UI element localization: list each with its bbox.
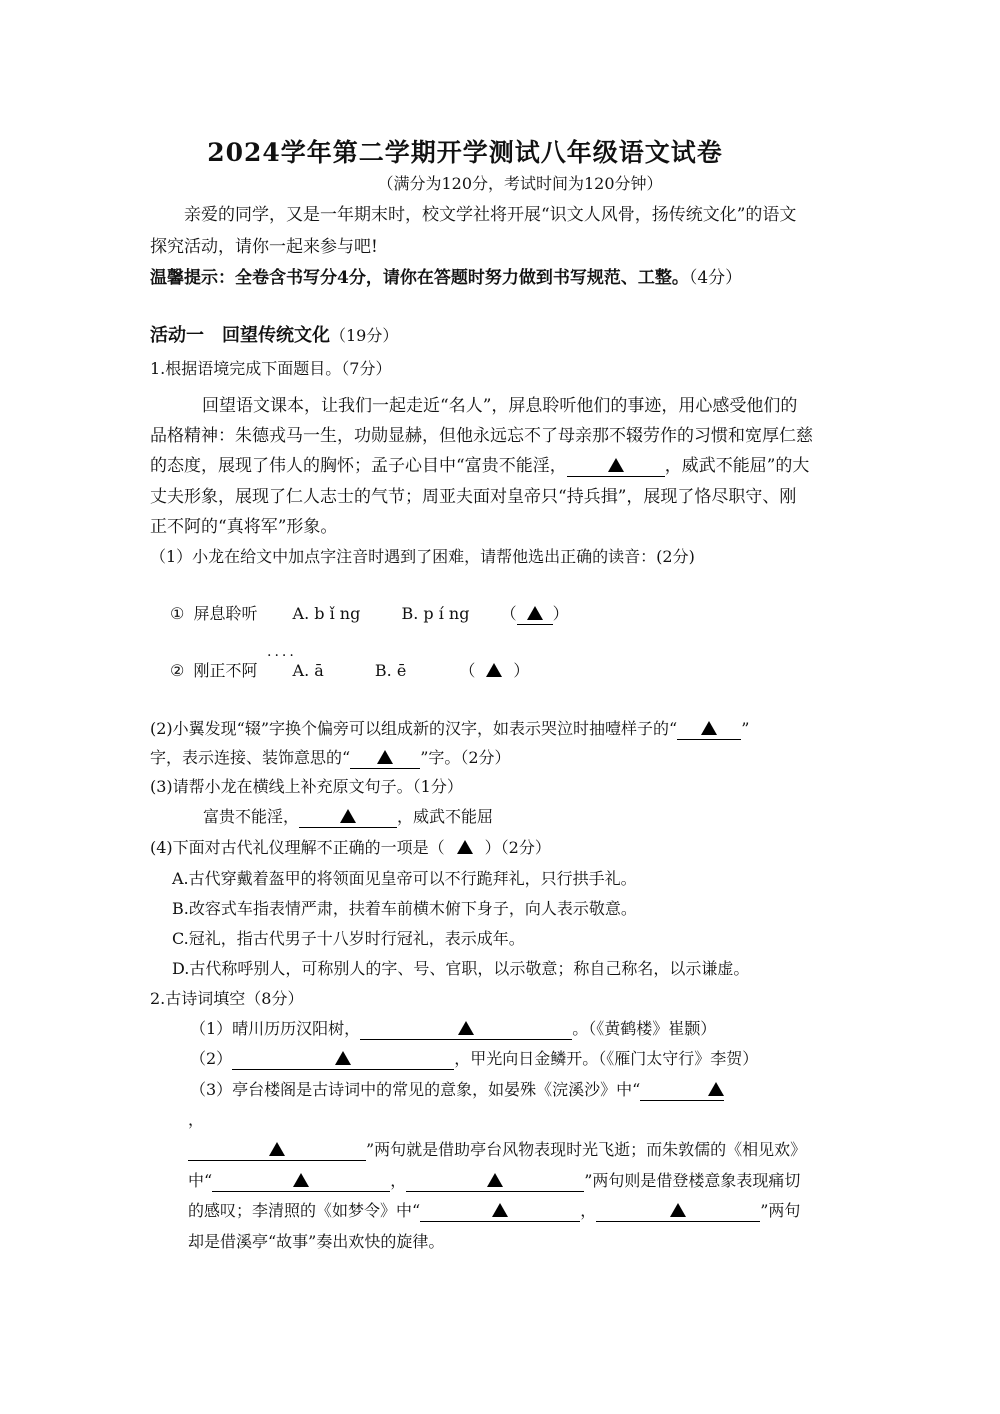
exam-title: 2024学年第二学期开学测试八年级语文试卷 [207, 138, 723, 167]
item2-option-b[interactable]: B. ē [374, 661, 407, 680]
q1-sub4-option-d: D.古代称呼别人，可称别人的字、号、官职，以示敬意；称自己称名，以示谦虚。 [172, 959, 750, 978]
triangle-marker-icon [608, 458, 624, 472]
triangle-marker-icon [486, 663, 502, 677]
q1-sub2-line-2 [150, 750, 511, 769]
triangle-marker-icon [527, 606, 543, 620]
triangle-marker-icon [335, 1051, 351, 1065]
q1-sub3-b: ，威武不能屈 [397, 807, 494, 826]
triangle-marker-icon [377, 750, 393, 764]
intro-line-1: 亲爱的同学，又是一年期末时，校文学社将开展“识文人风骨，扬传统文化”的语文 [184, 205, 797, 225]
triangle-marker-icon [457, 840, 473, 854]
tip-bold-text: 温馨提示：全卷含书写分4分，请你在答题时努力做到书写规范、工整。 [150, 268, 689, 288]
q1-heading: 1.根据语境完成下面题目。（7分） [150, 359, 392, 378]
triangle-marker-icon [670, 1203, 686, 1217]
answer-blank[interactable] [420, 1203, 580, 1222]
q2-poem-3-comma: ， [188, 1110, 205, 1129]
q1-passage-line-1: 回望语文课本，让我们一起走近“名人”，屏息聆听他们的事迹，用心感受他们的 [202, 396, 798, 416]
q2-poem-3-line-2 [188, 1142, 806, 1161]
q2-poem-2b: ，甲光向日金鳞开。（《雁门太守行》李贺） [454, 1049, 759, 1068]
item2-word: 刚正不阿 [193, 661, 258, 680]
answer-blank[interactable] [596, 1203, 760, 1222]
triangle-marker-icon [487, 1173, 503, 1187]
item1-option-b[interactable]: B. p í ng [401, 604, 470, 623]
q1-sub3-line [203, 809, 493, 828]
triangle-marker-icon [701, 721, 717, 735]
q1-sub4-option-a: A.古代穿戴着盔甲的将领面见皇帝可以不行跪拜礼，只行拱手礼。 [172, 869, 637, 888]
q1-sub1-heading: （1）小龙在给文中加点字注音时遇到了困难，请帮他选出正确的读音：(2分) [150, 547, 695, 566]
q1-sub2-line-1a: (2)小翼发现“辍”字换个偏旁可以组成新的汉字，如表示哭泣时抽噎样子的“ [150, 719, 678, 738]
q2-poem-3-line-3 [188, 1173, 800, 1192]
answer-blank[interactable] [232, 1051, 454, 1070]
exam-subtitle: （满分为120分，考试时间为120分钟） [377, 174, 663, 193]
activity1-title: 活动一 回望传统文化 [150, 325, 330, 346]
tip-score: （4分） [688, 268, 743, 288]
q1-sub3-heading: (3)请帮小龙在横线上补充原文句子。（1分） [150, 777, 463, 796]
answer-blank[interactable] [677, 721, 741, 740]
q2-poem-1a: （1）晴川历历汉阳树， [190, 1019, 361, 1038]
item2-number: ② [170, 661, 185, 680]
q2-poem-3e: 的感叹；李清照的《如梦令》中“ [188, 1201, 421, 1220]
q2-poem-1 [190, 1021, 716, 1040]
answer-blank[interactable] [299, 809, 397, 828]
q2-poem-3b: ”两句就是借助亭台风物表现时光飞逝；而朱敦儒的《相见欢》 [366, 1140, 807, 1159]
q1-sub4-option-b: B.改容式车指表情严肃，扶着车前横木俯下身子，向人表示敬意。 [172, 899, 637, 918]
q2-poem-3-line-4 [188, 1203, 800, 1222]
item2-right-paren: ） [513, 661, 530, 680]
intro-line-2: 探究活动，请你一起来参与吧! [150, 237, 378, 257]
item2-option-a[interactable]: A. ā [292, 661, 324, 680]
item1-answer-blank[interactable] [517, 606, 553, 625]
emphasis-dots: .... [267, 644, 297, 660]
answer-blank[interactable] [350, 750, 420, 769]
answer-blank[interactable] [406, 1173, 584, 1192]
item2-left-paren: （ [459, 661, 476, 680]
q2-poem-2 [190, 1051, 758, 1070]
q1-passage-line-5: 正不阿的“真将军”形象。 [150, 517, 338, 537]
q1-passage-line-4: 丈夫形象，展现了仁人志士的气节；周亚夫面对皇帝只“持兵揖”，展现了恪尽职守、刚 [150, 487, 797, 507]
triangle-marker-icon [269, 1142, 285, 1156]
q2-poem-3e-comma: ， [580, 1201, 597, 1220]
q1-sub3-a: 富贵不能淫， [203, 807, 300, 826]
q1-sub4-option-c: C.冠礼，指古代男子十八岁时行冠礼，表示成年。 [172, 929, 525, 948]
q1-sub4-heading [150, 840, 551, 856]
answer-blank[interactable] [188, 1142, 366, 1161]
q1-sub2-line-2b: ”字。（2分） [420, 748, 511, 767]
triangle-marker-icon [293, 1173, 309, 1187]
q1-sub4-answer-slot[interactable] [445, 840, 485, 856]
q1-sub1-item2 [170, 663, 529, 679]
q2-poem-3a: （3）亭台楼阁是古诗词中的常见的意象，如晏殊《浣溪沙》中“ [190, 1080, 641, 1099]
activity1-score: （19分） [330, 326, 399, 345]
triangle-marker-icon [340, 809, 356, 823]
tip-line [150, 270, 742, 287]
q2-poem-3f: ”两句 [760, 1201, 801, 1220]
item1-word: 屏息聆听 [193, 604, 258, 623]
q2-heading: 2.古诗词填空（8分） [150, 989, 304, 1008]
q2-poem-2a: （2） [190, 1049, 233, 1068]
q1-sub4-heading-a: (4)下面对古代礼仪理解不正确的一项是（ [150, 838, 445, 857]
triangle-marker-icon [708, 1082, 724, 1096]
item2-answer-slot[interactable] [475, 663, 513, 679]
triangle-marker-icon [458, 1021, 474, 1035]
q1-sub2-line-2a: 字，表示连接、装饰意思的“ [150, 748, 351, 767]
answer-blank[interactable] [360, 1021, 572, 1040]
q2-poem-3-line-5: 却是借溪亭“故事”奏出欢快的旋律。 [188, 1232, 445, 1251]
item1-number: ① [170, 604, 185, 623]
q2-poem-3d: ”两句则是借登楼意象表现痛切 [584, 1171, 801, 1190]
q1-passage-line-3b: ，威武不能屈”的大 [664, 456, 810, 476]
q1-sub2-line-1 [150, 721, 749, 740]
item1-right-paren: ） [552, 604, 569, 623]
q2-poem-3c-comma: ， [390, 1171, 407, 1190]
q1-sub1-item1 [170, 606, 569, 625]
q1-passage-line-3a: 的态度，展现了伟人的胸怀；孟子心目中“富贵不能淫， [150, 456, 567, 476]
q1-sub4-heading-b: ）（2分） [484, 838, 551, 857]
q1-passage-line-3 [150, 458, 809, 477]
answer-blank[interactable] [567, 458, 665, 477]
q1-sub2-line-1b: ” [741, 719, 750, 738]
item1-left-paren: （ [500, 604, 517, 623]
item1-option-a[interactable]: A. b ǐ ng [292, 604, 361, 623]
q1-passage-line-2: 品格精神：朱德戎马一生，功勋显赫，但他永远忘不了母亲那不辍劳作的习惯和宽厚仁慈 [150, 426, 813, 446]
answer-blank[interactable] [212, 1173, 390, 1192]
activity1-heading [150, 327, 398, 345]
q2-poem-1b: 。（《黄鹤楼》崔颢） [572, 1019, 717, 1038]
triangle-marker-icon [492, 1203, 508, 1217]
q2-poem-3-line-1 [190, 1082, 724, 1101]
answer-blank[interactable] [640, 1082, 724, 1101]
q2-poem-3c: 中“ [188, 1171, 213, 1190]
